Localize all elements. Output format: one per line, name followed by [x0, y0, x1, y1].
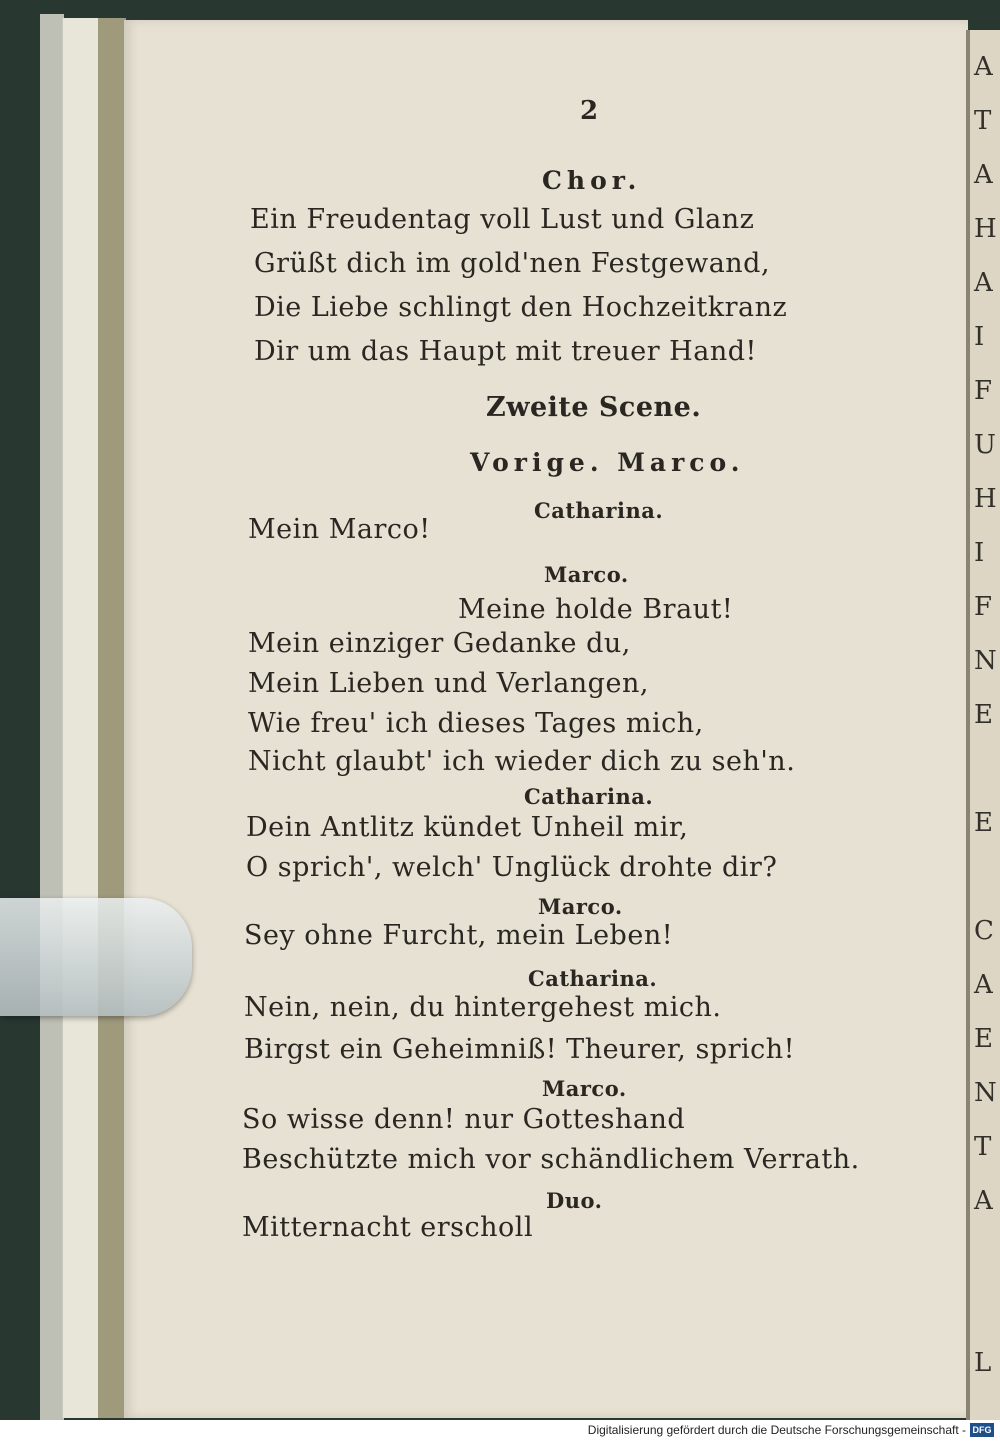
adjacent-letter: E — [974, 808, 993, 838]
verse-line: Mitternacht erscholl — [242, 1212, 534, 1243]
verse-line: Dein Antlitz kündet Unheil mir, — [246, 812, 689, 843]
speaker-name: Catharina. — [524, 784, 654, 809]
scene-heading: Zweite Scene. — [486, 392, 702, 423]
stage-direction: Vorige. Marco. — [470, 448, 745, 477]
speaker-name: Marco. — [538, 894, 623, 919]
verse-line: O sprich', welch' Unglück drohte dir? — [246, 852, 778, 883]
adjacent-letter: A — [974, 268, 993, 298]
adjacent-letter: T — [974, 1132, 992, 1162]
verse-line: So wisse denn! nur Gotteshand — [242, 1104, 686, 1135]
speaker-name: Marco. — [542, 1076, 627, 1101]
adjacent-letter — [970, 862, 1000, 916]
page-holder-clip — [0, 898, 192, 1016]
dfg-logo: DFG — [970, 1423, 994, 1437]
adjacent-letter: A — [974, 160, 993, 190]
binding-board — [98, 18, 126, 1418]
adjacent-letter — [970, 1240, 1000, 1294]
adjacent-letter: H — [974, 484, 997, 514]
adjacent-letter: U — [974, 430, 996, 460]
adjacent-letter: L — [974, 1348, 992, 1378]
adjacent-letter: A — [974, 1186, 993, 1216]
adjacent-page-edge — [966, 30, 1000, 1420]
verse-line: Beschützte mich vor schändlichem Verrath. — [242, 1144, 860, 1175]
page-number: 2 — [580, 96, 599, 126]
verse-line: Die Liebe schlingt den Hochzeitkranz — [254, 292, 788, 323]
adjacent-letter: A — [974, 970, 993, 1000]
adjacent-letter: E — [974, 1024, 993, 1054]
book-page — [124, 20, 968, 1418]
verse-line: Nicht glaubt' ich wieder dich zu seh'n. — [248, 746, 796, 777]
verse-line: Meine holde Braut! — [458, 594, 734, 625]
adjacent-letter: N — [974, 1078, 997, 1108]
adjacent-letter: I — [974, 538, 985, 568]
speaker-name: Catharina. — [534, 498, 664, 523]
adjacent-letter: F — [974, 592, 993, 622]
speaker-name: Duo. — [546, 1188, 603, 1213]
adjacent-letter — [970, 1294, 1000, 1348]
verse-line: Mein einziger Gedanke du, — [248, 628, 631, 659]
verse-line: Sey ohne Furcht, mein Leben! — [244, 920, 674, 951]
adjacent-letter: F — [974, 376, 993, 406]
funding-credit: Digitalisierung gefördert durch die Deutsche Forschungsgemeinschaft - — [587, 1423, 966, 1437]
adjacent-letter: N — [974, 646, 997, 676]
adjacent-letter: T — [974, 106, 992, 136]
verse-line: Wie freu' ich dieses Tages mich, — [248, 708, 704, 739]
adjacent-letter: E — [974, 700, 993, 730]
speaker-name: Catharina. — [528, 966, 658, 991]
book-spine-edge — [40, 14, 64, 1420]
adjacent-letter: A — [974, 52, 993, 82]
footer-bar — [0, 1420, 1000, 1441]
cover-edge — [62, 18, 103, 1418]
heading-chor: Chor. — [542, 166, 642, 195]
verse-line: Mein Marco! — [248, 514, 431, 545]
adjacent-letter: I — [974, 322, 985, 352]
speaker-name: Marco. — [544, 562, 629, 587]
verse-line: Ein Freudentag voll Lust und Glanz — [250, 204, 755, 235]
adjacent-letter: H — [974, 214, 997, 244]
verse-line: Dir um das Haupt mit treuer Hand! — [254, 336, 757, 367]
adjacent-letter: C — [974, 916, 994, 946]
adjacent-letter — [970, 754, 1000, 808]
verse-line: Grüßt dich im gold'nen Festgewand, — [254, 248, 771, 279]
verse-line: Birgst ein Geheimniß! Theurer, sprich! — [244, 1034, 795, 1065]
verse-line: Nein, nein, du hintergehest mich. — [244, 992, 722, 1023]
verse-line: Mein Lieben und Verlangen, — [248, 668, 649, 699]
